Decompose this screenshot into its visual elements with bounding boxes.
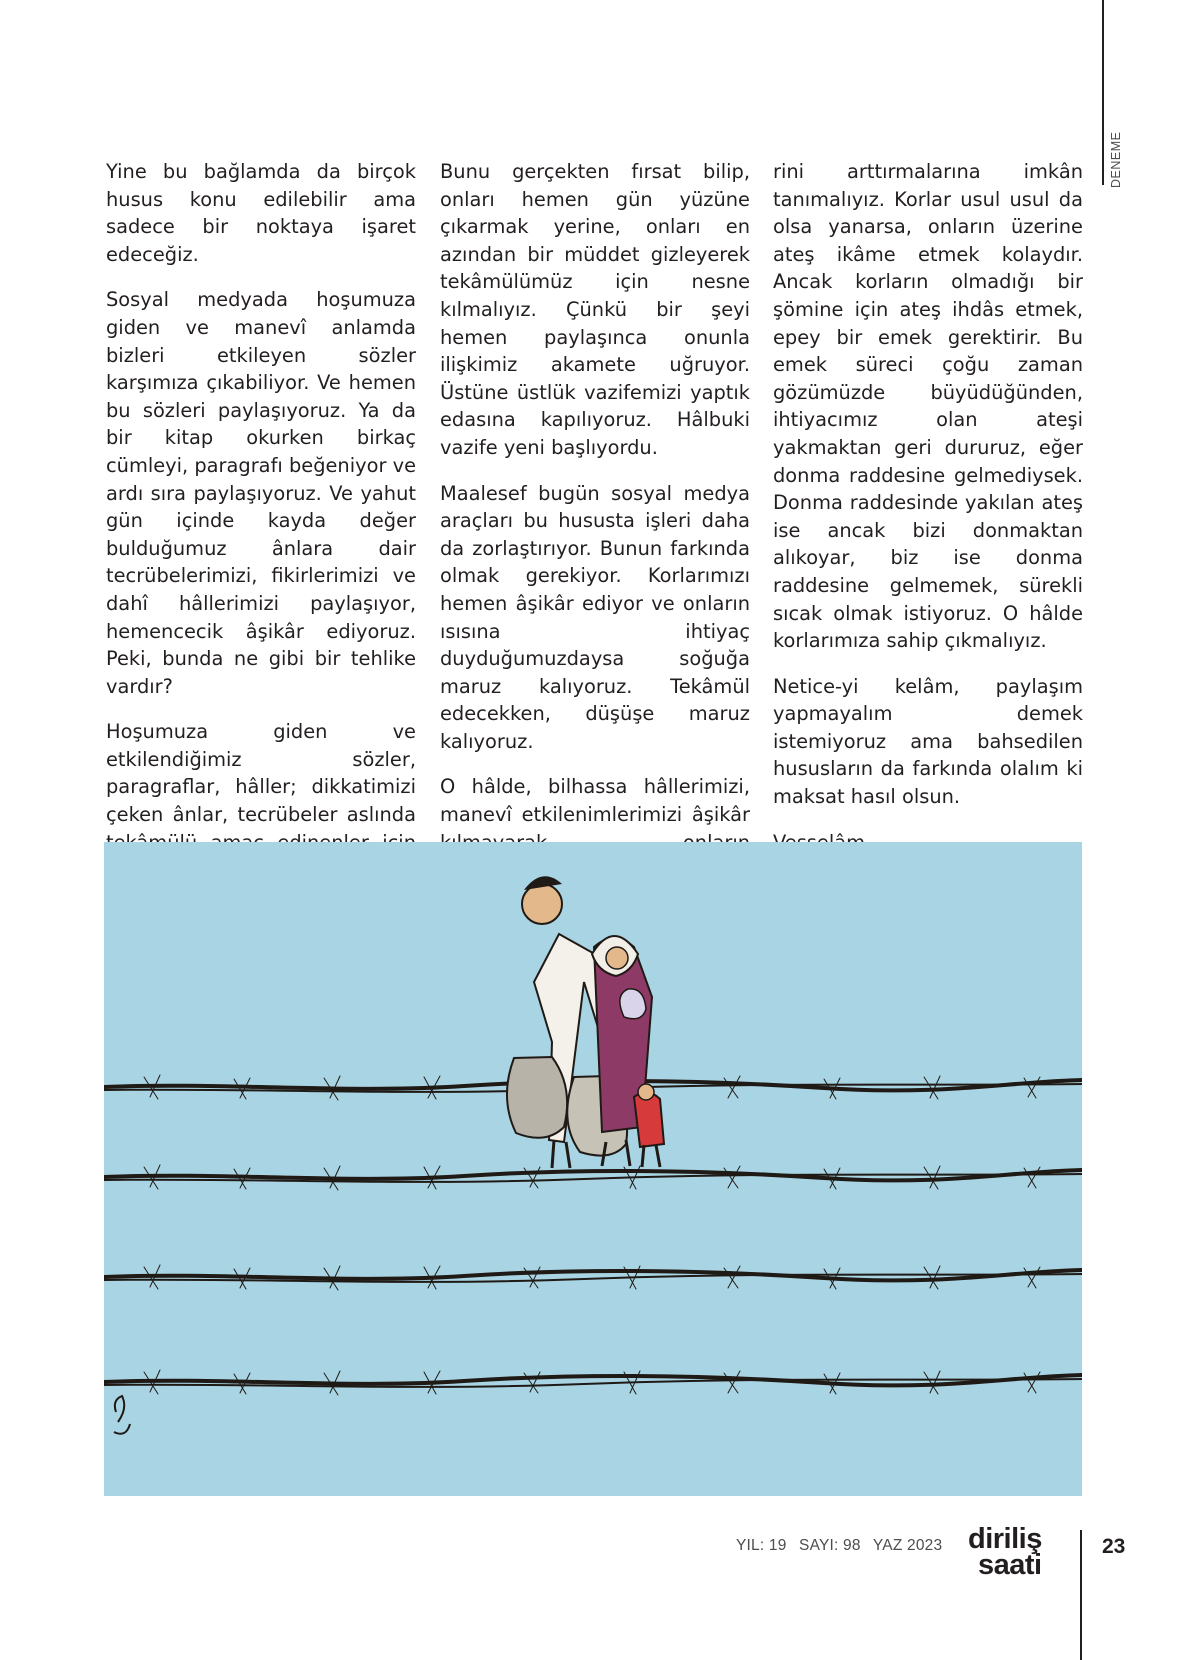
logo-line-2: saati <box>978 1549 1042 1581</box>
footer-rule <box>1080 1530 1082 1660</box>
paragraph: Yine bu bağlamda da birçok husus konu edilebilir ama sadece bir noktaya işaret edeceğiz. <box>106 160 416 266</box>
magazine-logo <box>968 1523 1052 1581</box>
logo-line-1: diriliş <box>968 1523 1042 1555</box>
paragraph: Netice-yi kelâm, paylaşım yapmayalım demek istemiyoruz ama bahsedilen hususların da farkında olalım ki maksat hasıl olsun. <box>773 674 1083 809</box>
paragraph: Bunu gerçekten fırsat bilip, onları hemen gün yüzüne çıkarmak yerine, onları en azından bir müddet gizleyerek tekâmülümüz için nesne kılmalıyız. Çünkü bir şeyi hemen paylaşınca onunla ilişkimiz akamete uğruyor. Üstüne üstlük vazifemizi yaptık edasına kapılıyoruz. Hâlbuki vazife yeni başlıyordu. <box>440 160 750 459</box>
text-column-3 <box>773 158 1083 874</box>
barbed-wire-strand <box>104 1165 1082 1190</box>
issue-number: SAYI: 98 <box>799 1537 861 1554</box>
paragraph: Sosyal medyada hoşumuza giden ve manevî anlamda bizleri etkileyen sözler karşımıza çıkabiliyor. Ve hemen bu sözleri paylaşıyoruz. Ya da bir kitap okurken birkaç cümleyi, paragrafı beğeniyor ve ardı sıra paylaşıyoruz. Ve yahut gün içinde kayda değer bulduğumuz ânlara dair tecrübelerimizi, fikirlerimizi ve dahî hâllerimizi paylaşıyor, hemencecik âşikâr ediyoruz. Peki, bunda ne gibi bir tehlike vardır? <box>106 288 416 698</box>
barbed-wire-cartoon <box>104 842 1082 1496</box>
issue-info <box>736 1537 942 1555</box>
cartoon-illustration <box>104 842 1082 1496</box>
paragraph: Maalesef bugün sosyal medya araçları bu hususta işleri daha da zorlaştırıyor. Bunun farkında olmak gerekiyor. Korlarımızı hemen âşikâr ediyor ve onların ısısına ihtiyaç duyduğumuzdaysa soğuğa maruz kalıyoruz. Tekâmül edecekken, düşüşe maruz kalıyoruz. <box>440 481 750 753</box>
artist-signature <box>114 1396 130 1434</box>
section-rule <box>1102 0 1104 185</box>
refugee-family <box>507 876 664 1168</box>
text-column-1 <box>106 158 416 902</box>
issue-year: YIL: 19 <box>736 1537 787 1554</box>
paragraph: Hoşumuza giden ve etkilendiğimiz sözler, paragraflar, hâller; dikkatimizi çeken ânlar, tecrübeler aslında <box>106 720 416 827</box>
issue-season: YAZ 2023 <box>872 1537 943 1554</box>
paragraph: rini arttırmalarına imkân tanımalıyız. Korlar usul usul da olsa yanarsa, onların üzerine ateş ikâme etmek kolaydır. Ancak korların olmadığı bir şömine için ateş ihdâs etmek, epey bir emek gerektirir. Bu emek süreci çoğu zaman gözümüzde büyüdüğünden, ihtiyacımız olan ateşi yakmaktan geri dururuz, eğer donma raddesine gelmediysek. Donma raddesinde yakılan ateş ise ancak bizi donmaktan alıkoyar, biz ise donma raddesine gelmemek, sürekli sıcak olmak istiyoruz. O hâlde korlarımıza sahip çıkmalıyız. <box>773 160 1083 653</box>
section-label: DENEME <box>1109 131 1123 188</box>
paragraph: O hâlde, bilhassa hâllerimizi, manevî etkilenimlerimizi âşikâr <box>440 775 750 827</box>
page-number: 23 <box>1102 1535 1126 1558</box>
text-column-2 <box>440 158 750 929</box>
